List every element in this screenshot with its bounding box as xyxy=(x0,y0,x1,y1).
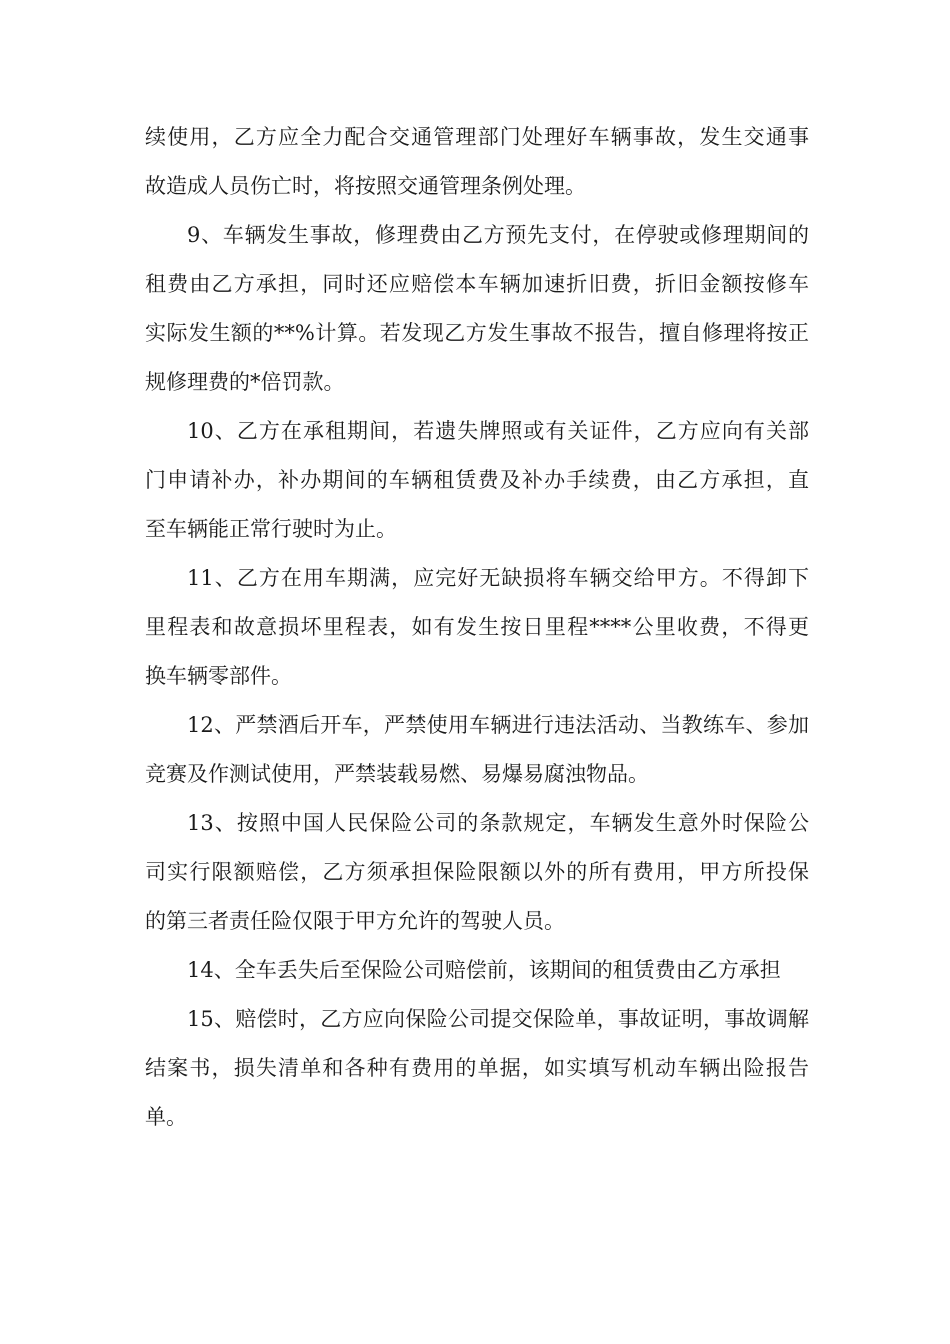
text-line: 竞赛及作测试使用，严禁装载易燃、易爆易腐浊物品。 xyxy=(145,762,649,786)
document-body xyxy=(145,113,809,1142)
paragraph-8-continued xyxy=(145,113,809,211)
text-line: 9、车辆发生事故，修理费由乙方预先支付，在停驶或修理期间的 xyxy=(187,223,809,247)
text-line: 14、全车丢失后至保险公司赔偿前，该期间的租赁费由乙方承担 xyxy=(187,958,781,982)
text-line: 10、乙方在承租期间，若遗失牌照或有关证件，乙方应向有关部 xyxy=(187,419,809,443)
text-line: 故造成人员伤亡时，将按照交通管理条例处理。 xyxy=(145,174,586,198)
text-line: 结案书，损失清单和各种有费用的单据，如实填写机动车辆出险报告 xyxy=(145,1056,809,1080)
paragraph-15 xyxy=(145,995,809,1142)
paragraph-10 xyxy=(145,407,809,554)
text-line: 至车辆能正常行驶时为止。 xyxy=(145,517,397,541)
text-line: 换车辆零部件。 xyxy=(145,664,292,688)
text-line: 单。 xyxy=(145,1105,187,1129)
text-line: 门申请补办，补办期间的车辆租赁费及补办手续费，由乙方承担，直 xyxy=(145,468,809,492)
paragraph-9 xyxy=(145,211,809,407)
text-line: 13、按照中国人民保险公司的条款规定，车辆发生意外时保险公 xyxy=(187,811,809,835)
paragraph-12 xyxy=(145,701,809,799)
paragraph-14 xyxy=(145,946,809,995)
text-line: 规修理费的*倍罚款。 xyxy=(145,370,345,394)
text-line: 15、赔偿时，乙方应向保险公司提交保险单，事故证明，事故调解 xyxy=(187,1007,809,1031)
text-line: 租费由乙方承担，同时还应赔偿本车辆加速折旧费，折旧金额按修车 xyxy=(145,272,809,296)
text-line: 实际发生额的**%计算。若发现乙方发生事故不报告，擅自修理将按正 xyxy=(145,321,809,345)
text-line: 12、严禁酒后开车，严禁使用车辆进行违法活动、当教练车、参加 xyxy=(187,713,809,737)
text-line: 里程表和故意损坏里程表，如有发生按日里程****公里收费，不得更 xyxy=(145,615,809,639)
text-line: 续使用，乙方应全力配合交通管理部门处理好车辆事故，发生交通事 xyxy=(145,125,809,149)
text-line: 11、乙方在用车期满，应完好无缺损将车辆交给甲方。不得卸下 xyxy=(187,566,809,590)
paragraph-13 xyxy=(145,799,809,946)
text-line: 的第三者责任险仅限于甲方允许的驾驶人员。 xyxy=(145,909,565,933)
text-line: 司实行限额赔偿，乙方须承担保险限额以外的所有费用，甲方所投保 xyxy=(145,860,809,884)
paragraph-11 xyxy=(145,554,809,701)
